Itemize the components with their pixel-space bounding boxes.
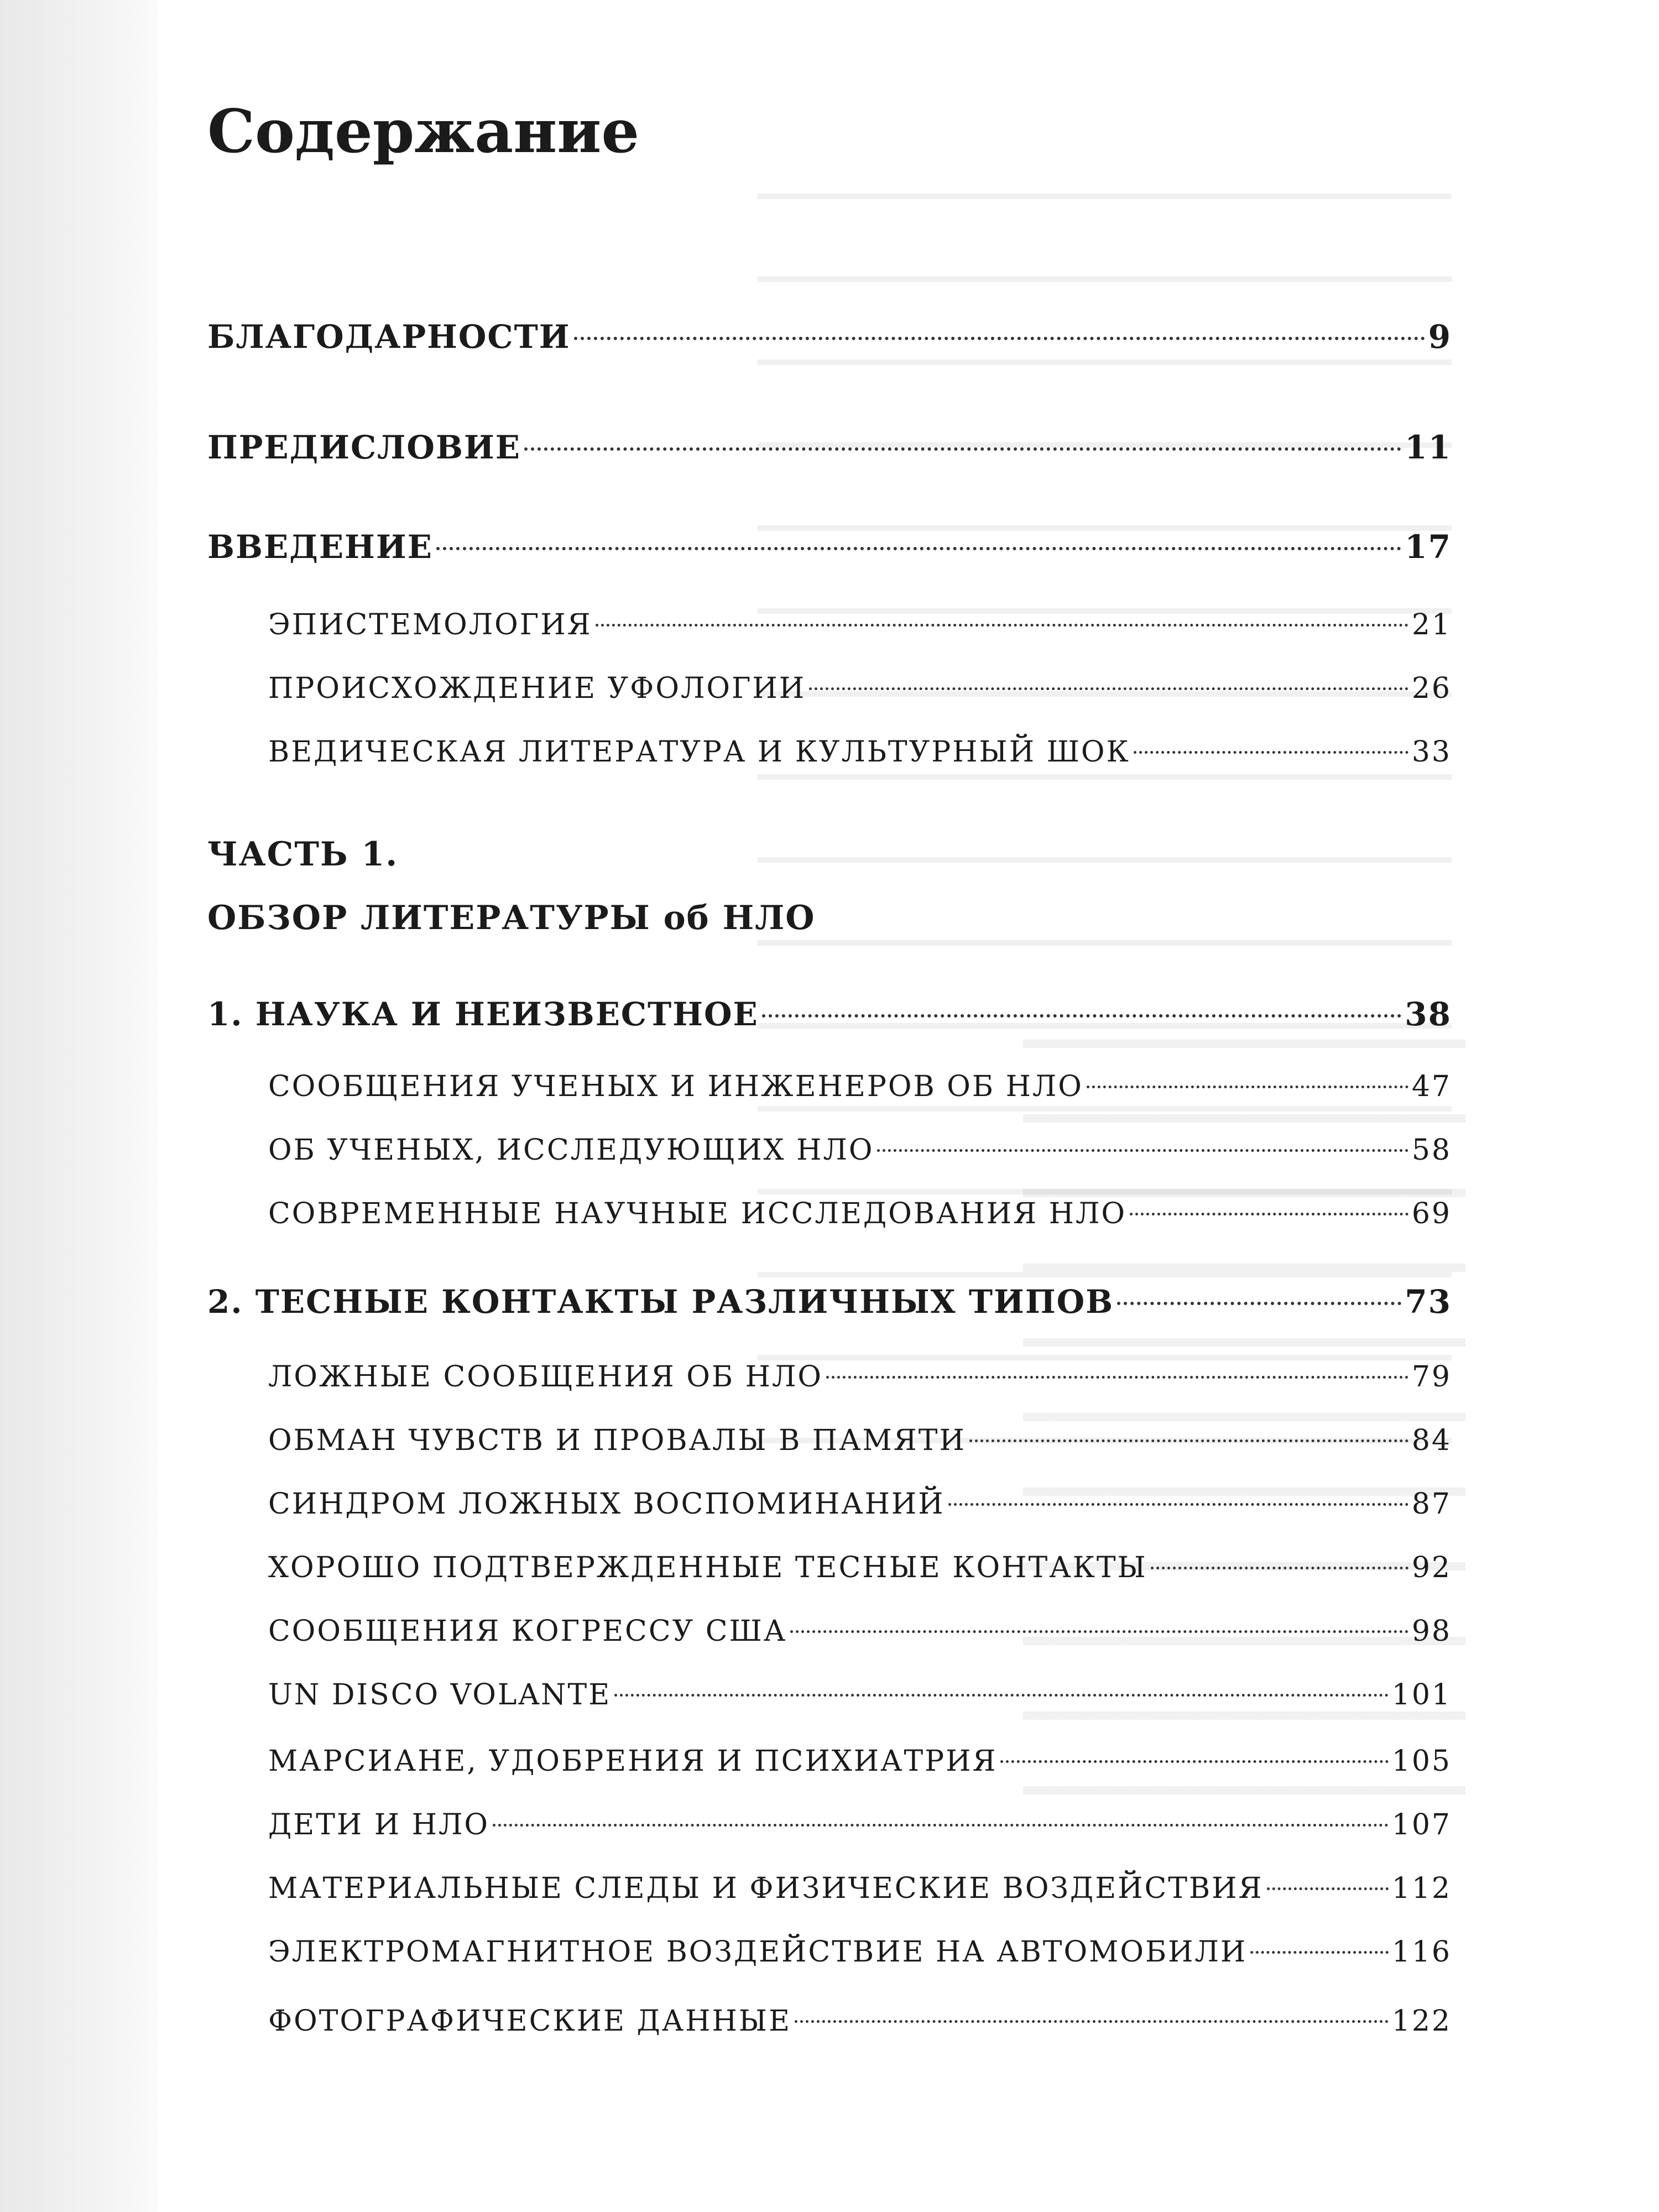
toc-entry-title: ВЕДИЧЕСКАЯ ЛИТЕРАТУРА И КУЛЬТУРНЫЙ ШОК xyxy=(268,735,1130,769)
toc-entry-page: 11 xyxy=(1405,429,1452,466)
toc-entry-page: 87 xyxy=(1411,1488,1452,1521)
dot-leader xyxy=(1267,1887,1389,1890)
dot-leader xyxy=(795,2020,1389,2023)
toc-entry-title: ЭПИСТЕМОЛОГИЯ xyxy=(268,608,592,641)
toc-entry-page: 79 xyxy=(1411,1360,1452,1394)
toc-entry-page: 33 xyxy=(1411,735,1452,769)
part-label: ЧАСТЬ 1. xyxy=(207,835,399,874)
toc-entry-title: ХОРОШО ПОДТВЕРЖДЕННЫЕ ТЕСНЫЕ КОНТАКТЫ xyxy=(268,1551,1147,1584)
dot-leader xyxy=(826,1376,1408,1379)
toc-entry-page: 47 xyxy=(1411,1070,1452,1103)
toc-entry-page: 98 xyxy=(1411,1615,1452,1648)
dot-leader xyxy=(762,1014,1402,1018)
toc-entry-page: 38 xyxy=(1405,995,1452,1033)
toc-entry-page: 9 xyxy=(1428,318,1452,356)
toc-entry-title: СООБЩЕНИЯ КОГРЕССУ США xyxy=(268,1615,787,1648)
toc-entry-physical-traces[interactable] xyxy=(207,1872,1452,1905)
toc-entry-modern-research[interactable] xyxy=(207,1197,1452,1230)
dot-leader xyxy=(436,547,1401,550)
dot-leader xyxy=(1087,1086,1408,1088)
toc-entry-title: ЭЛЕКТРОМАГНИТНОЕ ВОЗДЕЙСТВИЕ НА АВТОМОБИЛИ xyxy=(268,1936,1248,1969)
toc-entry-title: ВВЕДЕНИЕ xyxy=(207,528,433,566)
toc-entry-title: UN DISCO VOLANTE xyxy=(268,1678,612,1712)
toc-entry-chapter-1[interactable] xyxy=(207,995,1452,1033)
dot-leader xyxy=(1130,1213,1408,1215)
dot-leader xyxy=(574,337,1425,340)
toc-entry-page: 107 xyxy=(1391,1808,1452,1841)
dot-leader xyxy=(596,624,1408,627)
toc-entry-preface[interactable] xyxy=(207,429,1452,466)
toc-entry-acknowledgements[interactable] xyxy=(207,318,1452,356)
toc-entry-em-effects[interactable] xyxy=(207,1936,1452,1969)
toc-entry-page: 112 xyxy=(1391,1872,1452,1905)
toc-entry-epistemology[interactable] xyxy=(207,608,1452,641)
toc-entry-ufology-origins[interactable] xyxy=(207,672,1452,705)
dot-leader xyxy=(790,1630,1408,1633)
toc-entry-title: ФОТОГРАФИЧЕСКИЕ ДАННЫЕ xyxy=(268,2005,791,2038)
toc-entry-congress-reports[interactable] xyxy=(207,1615,1452,1648)
toc-entry-page: 105 xyxy=(1391,1745,1452,1778)
toc-entry-title: 1. НАУКА И НЕИЗВЕСТНОЕ xyxy=(207,995,759,1033)
toc-entry-title: 2. ТЕСНЫЕ КОНТАКТЫ РАЗЛИЧНЫХ ТИПОВ xyxy=(207,1283,1114,1321)
toc-entry-children[interactable] xyxy=(207,1808,1452,1841)
toc-entry-page: 73 xyxy=(1405,1283,1452,1321)
toc-entry-photo-evidence[interactable] xyxy=(207,2005,1452,2038)
toc-entry-vedic-literature[interactable] xyxy=(207,735,1452,769)
toc-entry-martians[interactable] xyxy=(207,1745,1452,1778)
dot-leader xyxy=(493,1824,1389,1827)
toc-entry-title: МАРСИАНЕ, УДОБРЕНИЯ И ПСИХИАТРИЯ xyxy=(268,1745,998,1778)
toc-entry-page: 17 xyxy=(1405,528,1452,566)
dot-leader xyxy=(1151,1567,1408,1569)
page-title: Содержание xyxy=(207,97,640,166)
toc-entry-title: ДЕТИ И НЛО xyxy=(268,1808,490,1841)
dot-leader xyxy=(809,687,1408,690)
toc-entry-title: СИНДРОМ ЛОЖНЫХ ВОСПОМИНАНИЙ xyxy=(268,1488,945,1521)
toc-entry-page: 101 xyxy=(1391,1678,1452,1712)
toc-entry-un-disco-volante[interactable] xyxy=(207,1678,1452,1712)
toc-entry-false-memory[interactable] xyxy=(207,1488,1452,1521)
dot-leader xyxy=(1250,1951,1388,1954)
toc-entry-page: 84 xyxy=(1411,1424,1452,1457)
toc-entry-title: ОБ УЧЕНЫХ, ИССЛЕДУЮЩИХ НЛО xyxy=(268,1134,874,1167)
dot-leader xyxy=(1000,1760,1388,1763)
toc-entry-illusions[interactable] xyxy=(207,1424,1452,1457)
toc-entry-confirmed-contacts[interactable] xyxy=(207,1551,1452,1584)
toc-entry-title: ОБМАН ЧУВСТВ И ПРОВАЛЫ В ПАМЯТИ xyxy=(268,1424,966,1457)
toc-entry-title: ПРЕДИСЛОВИЕ xyxy=(207,429,521,466)
toc-entry-title: БЛАГОДАРНОСТИ xyxy=(207,318,571,356)
dot-leader xyxy=(1134,751,1408,754)
dot-leader xyxy=(877,1149,1408,1152)
part-title: ОБЗОР ЛИТЕРАТУРЫ об НЛО xyxy=(207,899,816,937)
toc-entry-page: 92 xyxy=(1411,1551,1452,1584)
toc-entry-page: 69 xyxy=(1411,1197,1452,1230)
dot-leader xyxy=(1117,1302,1401,1305)
toc-entry-introduction[interactable] xyxy=(207,528,1452,566)
toc-entry-page: 58 xyxy=(1411,1134,1452,1167)
dot-leader xyxy=(948,1503,1408,1506)
toc-entry-title: ПРОИСХОЖДЕНИЕ УФОЛОГИИ xyxy=(268,672,806,705)
toc-entry-page: 122 xyxy=(1391,2005,1452,2038)
toc-entry-title: МАТЕРИАЛЬНЫЕ СЛЕДЫ И ФИЗИЧЕСКИЕ ВОЗДЕЙСТВИЯ xyxy=(268,1872,1264,1905)
toc-entry-scientists-researching[interactable] xyxy=(207,1134,1452,1167)
toc-entry-page: 116 xyxy=(1391,1936,1452,1969)
toc-entry-title: СООБЩЕНИЯ УЧЕНЫХ И ИНЖЕНЕРОВ ОБ НЛО xyxy=(268,1070,1083,1103)
toc-entry-page: 21 xyxy=(1411,608,1452,641)
toc-entry-chapter-2[interactable] xyxy=(207,1283,1452,1321)
toc-entry-title: СОВРЕМЕННЫЕ НАУЧНЫЕ ИССЛЕДОВАНИЯ НЛО xyxy=(268,1197,1126,1230)
toc-entry-title: ЛОЖНЫЕ СООБЩЕНИЯ ОБ НЛО xyxy=(268,1360,823,1394)
dot-leader xyxy=(524,447,1401,451)
dot-leader xyxy=(614,1694,1389,1697)
page-gutter xyxy=(0,0,158,2212)
dot-leader xyxy=(969,1439,1408,1442)
toc-entry-page: 26 xyxy=(1411,672,1452,705)
toc-entry-false-reports[interactable] xyxy=(207,1360,1452,1394)
toc-entry-scientists-reports[interactable] xyxy=(207,1070,1452,1103)
